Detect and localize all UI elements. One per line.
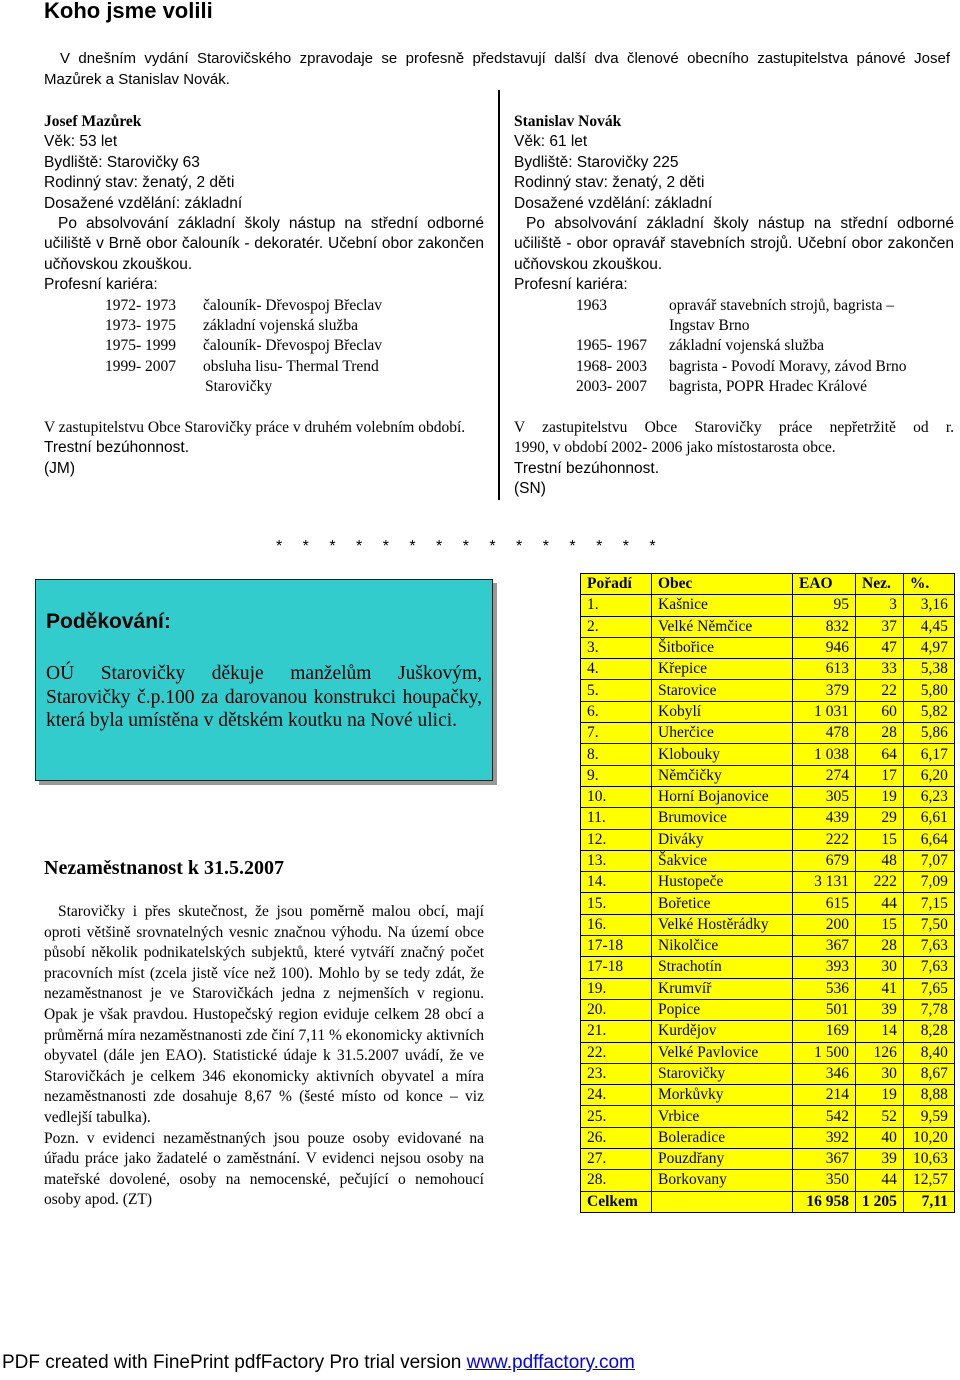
right-education: Dosažené vzdělání: základní	[514, 194, 713, 212]
cell-unemployed: 14	[856, 1021, 904, 1042]
cell-rank: 10.	[581, 786, 652, 807]
cell-unemployed: 30	[856, 1063, 904, 1084]
cell-unemployed: 17	[856, 765, 904, 786]
table-row	[581, 680, 955, 701]
cell-village: Šakvice	[652, 850, 793, 871]
table-header-row	[581, 574, 955, 595]
left-name: Josef Mazůrek	[44, 113, 142, 130]
cell-eao: 542	[793, 1106, 856, 1127]
cell-village: Pouzdřany	[652, 1149, 793, 1170]
left-education: Dosažené vzdělání: základní	[44, 194, 243, 212]
right-edu-detail-1: Po absolvování základní školy nástup na střední odborné učiliště - obor opravář stavebních strojů.	[514, 215, 954, 253]
cell-rank: 2.	[581, 616, 652, 637]
cell-eao: 379	[793, 680, 856, 701]
left-residence: Bydliště: Starovičky 63	[44, 153, 200, 171]
cell-rank: 25.	[581, 1106, 652, 1127]
right-residence: Bydliště: Starovičky 225	[514, 153, 679, 171]
right-age: Věk: 61 let	[514, 133, 588, 151]
cell-rank: 27.	[581, 1149, 652, 1170]
cell-rank: 1.	[581, 595, 652, 616]
cell-village: Velké Pavlovice	[652, 1042, 793, 1063]
cell-percent: 10,20	[903, 1127, 954, 1148]
table-row	[581, 936, 955, 957]
cell-unemployed: 222	[856, 872, 904, 893]
cell-percent: 6,61	[903, 808, 954, 829]
cell-village: Velké Hostěrádky	[652, 914, 793, 935]
cell-eao: 393	[793, 957, 856, 978]
cell-percent: 6,20	[903, 765, 954, 786]
cell-rank: 5.	[581, 680, 652, 701]
right-record: Trestní bezúhonnost.	[514, 459, 660, 477]
table-row	[581, 616, 955, 637]
cell-percent: 9,59	[903, 1106, 954, 1127]
cell-percent: 4,45	[903, 616, 954, 637]
cell-eao: 3 131	[793, 872, 856, 893]
cell-village: Klobouky	[652, 744, 793, 765]
total-percent: 7,11	[903, 1191, 954, 1212]
cell-eao: 615	[793, 893, 856, 914]
cell-eao: 501	[793, 999, 856, 1020]
career-row	[576, 336, 954, 356]
cell-eao: 346	[793, 1063, 856, 1084]
cell-rank: 15.	[581, 893, 652, 914]
cell-percent: 7,50	[903, 914, 954, 935]
left-profile	[44, 112, 484, 479]
cell-village: Uherčice	[652, 723, 793, 744]
cell-rank: 21.	[581, 1021, 652, 1042]
cell-percent: 8,40	[903, 1042, 954, 1063]
table-row	[581, 786, 955, 807]
table-row	[581, 872, 955, 893]
cell-rank: 17-18	[581, 936, 652, 957]
cell-percent: 8,67	[903, 1063, 954, 1084]
cell-rank: 14.	[581, 872, 652, 893]
cell-percent: 7,78	[903, 999, 954, 1020]
cell-percent: 8,28	[903, 1021, 954, 1042]
career-desc: čalouník- Dřevospoj Břeclav	[203, 296, 383, 314]
cell-rank: 17-18	[581, 957, 652, 978]
cell-percent: 6,23	[903, 786, 954, 807]
footer-link[interactable]: www.pdffactory.com	[466, 1352, 635, 1373]
table-total-row	[581, 1191, 955, 1212]
cell-rank: 28.	[581, 1170, 652, 1191]
cell-eao: 367	[793, 1149, 856, 1170]
cell-percent: 5,82	[903, 701, 954, 722]
table-body	[581, 595, 955, 1191]
table-row	[581, 701, 955, 722]
cell-percent: 7,63	[903, 957, 954, 978]
cell-rank: 8.	[581, 744, 652, 765]
table-row	[581, 595, 955, 616]
cell-percent: 7,63	[903, 936, 954, 957]
career-years: 1968- 2003	[576, 357, 648, 375]
table-row	[581, 744, 955, 765]
left-age: Věk: 53 let	[44, 133, 118, 151]
right-career-label: Profesní kariéra:	[514, 276, 628, 294]
total-village	[652, 1191, 793, 1212]
career-desc: základní vojenská služba	[669, 337, 824, 355]
unemployment-paragraph-1: Starovičky i přes skutečnost, že jsou poměrně malou obcí, mají oproti většině srovnatelných vesnic značnou výhodu. Na území obce působí několik podnikatelských subjektů, které vytváří značný počet pracovních míst (zcela jistě více než 100). Mohlo by se tedy zdát, že nezaměstnanost je ve Starovičkách jedna z nejmenších v regionu. Opak je však pravdou. Hustopečský region eviduje celkem 28 obcí a průměrná míra nezaměstnanosti zde činí 7,11 % ekonomicky aktivních obyvatel (dále jen EAO). Statistické údaje k 31.5.2007 uvádí, že ve Starovičkách je celkem 346 ekonomicky aktivních obyvatel a míra nezaměstnanosti zde dosahuje 8,67 % (šesté místo od konce – viz vedlejší tabulka).	[44, 903, 484, 1126]
cell-percent: 7,09	[903, 872, 954, 893]
cell-eao: 95	[793, 595, 856, 616]
cell-rank: 16.	[581, 914, 652, 935]
thanks-heading: Poděkování:	[46, 610, 171, 633]
career-desc: bagrista, POPR Hradec Králové	[669, 378, 868, 396]
cell-village: Šitbořice	[652, 637, 793, 658]
table-row	[581, 978, 955, 999]
cell-eao: 1 038	[793, 744, 856, 765]
career-desc: základní vojenská služba	[203, 317, 358, 335]
cell-unemployed: 39	[856, 1149, 904, 1170]
cell-unemployed: 126	[856, 1042, 904, 1063]
cell-percent: 12,57	[903, 1170, 954, 1191]
table-row	[581, 1021, 955, 1042]
cell-village: Křepice	[652, 659, 793, 680]
cell-unemployed: 44	[856, 1170, 904, 1191]
cell-eao: 214	[793, 1085, 856, 1106]
cell-eao: 478	[793, 723, 856, 744]
total-label: Celkem	[581, 1191, 652, 1212]
cell-unemployed: 19	[856, 1085, 904, 1106]
right-edu-detail	[514, 214, 954, 275]
cell-percent: 5,86	[903, 723, 954, 744]
table-row	[581, 850, 955, 871]
career-years: 1999- 2007	[105, 357, 177, 375]
right-author: (SN)	[514, 479, 546, 497]
cell-village: Bořetice	[652, 893, 793, 914]
cell-rank: 22.	[581, 1042, 652, 1063]
cell-eao: 1 500	[793, 1042, 856, 1063]
cell-unemployed: 28	[856, 723, 904, 744]
career-continuation: Starovičky	[205, 378, 273, 396]
cell-rank: 20.	[581, 999, 652, 1020]
cell-village: Kašnice	[652, 595, 793, 616]
cell-eao: 305	[793, 786, 856, 807]
table-row	[581, 1063, 955, 1084]
thanks-text: OÚ Starovičky děkuje manželům Juškovým, Starovičky č.p.100 za darovanou konstrukci houpačky, která byla umístěna v dětském koutku na Nové ulici.	[46, 663, 482, 731]
total-eao: 16 958	[793, 1191, 856, 1212]
right-name: Stanislav Novák	[514, 113, 622, 130]
cell-eao: 439	[793, 808, 856, 829]
cell-unemployed: 40	[856, 1127, 904, 1148]
left-edu-detail-1: Po absolvování základní školy nástup na střední odborné učiliště v Brně obor čalouník - dekoratér.	[44, 215, 484, 253]
career-years	[576, 316, 669, 336]
cell-percent: 3,16	[903, 595, 954, 616]
cell-village: Morkůvky	[652, 1085, 793, 1106]
cell-village: Brumovice	[652, 808, 793, 829]
career-years: 1972- 1973	[105, 296, 177, 314]
cell-rank: 12.	[581, 829, 652, 850]
cell-village: Kobylí	[652, 701, 793, 722]
cell-percent: 7,07	[903, 850, 954, 871]
cell-percent: 7,15	[903, 893, 954, 914]
cell-eao: 946	[793, 637, 856, 658]
cell-unemployed: 44	[856, 893, 904, 914]
table-row	[581, 1085, 955, 1106]
career-years: 2003- 2007	[576, 378, 648, 396]
career-years: 1963	[576, 296, 607, 314]
table-row	[581, 808, 955, 829]
cell-unemployed: 3	[856, 595, 904, 616]
career-row	[105, 357, 484, 377]
right-career-list	[514, 296, 954, 398]
career-row	[105, 316, 484, 336]
career-desc: bagrista - Povodí Moravy, závod Brno	[669, 357, 907, 375]
cell-unemployed: 37	[856, 616, 904, 637]
col-header-unemployed: Nez.	[856, 574, 904, 595]
cell-unemployed: 64	[856, 744, 904, 765]
cell-village: Strachotín	[652, 957, 793, 978]
cell-percent: 6,17	[903, 744, 954, 765]
cell-eao: 367	[793, 936, 856, 957]
cell-eao: 536	[793, 978, 856, 999]
career-desc: čalouník- Dřevospoj Břeclav	[203, 337, 383, 355]
column-divider	[498, 90, 500, 500]
thanks-box	[35, 579, 493, 781]
table-row	[581, 765, 955, 786]
career-desc: Ingstav Brno	[669, 317, 750, 335]
career-row	[576, 316, 954, 336]
left-author: (JM)	[44, 459, 75, 477]
table-row	[581, 893, 955, 914]
left-career-label: Profesní kariéra:	[44, 276, 158, 294]
unemployment-article	[44, 902, 484, 1211]
cell-eao: 222	[793, 829, 856, 850]
table-row	[581, 1106, 955, 1127]
career-row	[576, 296, 954, 316]
career-desc: opravář stavebních strojů, bagrista –	[669, 296, 895, 314]
table-row	[581, 723, 955, 744]
right-profile	[514, 112, 954, 499]
cell-percent: 5,80	[903, 680, 954, 701]
cell-unemployed: 29	[856, 808, 904, 829]
table-row	[581, 1170, 955, 1191]
cell-eao: 613	[793, 659, 856, 680]
cell-unemployed: 19	[856, 786, 904, 807]
cell-eao: 832	[793, 616, 856, 637]
left-record: Trestní bezúhonnost.	[44, 439, 190, 457]
cell-percent: 5,38	[903, 659, 954, 680]
cell-eao: 679	[793, 850, 856, 871]
cell-village: Popice	[652, 999, 793, 1020]
col-header-village: Obec	[652, 574, 793, 595]
left-edu-detail-2: Učební obor zakončen učňovskou zkouškou.	[44, 235, 484, 273]
career-years: 1965- 1967	[576, 337, 648, 355]
cell-eao: 1 031	[793, 701, 856, 722]
cell-village: Diváky	[652, 829, 793, 850]
cell-village: Vrbice	[652, 1106, 793, 1127]
table-row	[581, 914, 955, 935]
pdf-footer	[2, 1352, 635, 1374]
cell-unemployed: 39	[856, 999, 904, 1020]
cell-village: Nikolčice	[652, 936, 793, 957]
unemployment-paragraph-2: Pozn. v evidenci nezaměstnaných jsou pouze osoby evidované na úřadu práce jako žadatelé o zaměstnání. V evidenci nejsou osoby na mateřské dovolené, osoby na nemocenské, pečující o nemohoucí osoby apod. (ZT)	[44, 1129, 484, 1209]
cell-percent: 8,88	[903, 1085, 954, 1106]
cell-rank: 6.	[581, 701, 652, 722]
page-title: Koho jsme volili	[44, 0, 213, 23]
cell-unemployed: 48	[856, 850, 904, 871]
cell-unemployed: 30	[856, 957, 904, 978]
table-row	[581, 957, 955, 978]
left-edu-detail	[44, 214, 484, 275]
total-unemployed: 1 205	[856, 1191, 904, 1212]
cell-rank: 24.	[581, 1085, 652, 1106]
cell-village: Horní Bojanovice	[652, 786, 793, 807]
cell-rank: 19.	[581, 978, 652, 999]
right-council-2: 1990, v období 2002- 2006 jako místostarosta obce.	[514, 439, 836, 457]
cell-village: Hustopeče	[652, 872, 793, 893]
table-row	[581, 829, 955, 850]
cell-unemployed: 28	[856, 936, 904, 957]
career-row	[105, 296, 484, 316]
table-row	[581, 1127, 955, 1148]
table-row	[581, 999, 955, 1020]
cell-eao: 392	[793, 1127, 856, 1148]
cell-village: Borkovany	[652, 1170, 793, 1191]
cell-eao: 169	[793, 1021, 856, 1042]
cell-rank: 13.	[581, 850, 652, 871]
right-council-1: V zastupitelstvu Obce Starovičky práce nepřetržitě od r.	[514, 418, 954, 436]
cell-unemployed: 33	[856, 659, 904, 680]
cell-village: Boleradice	[652, 1127, 793, 1148]
cell-rank: 4.	[581, 659, 652, 680]
cell-rank: 9.	[581, 765, 652, 786]
cell-unemployed: 60	[856, 701, 904, 722]
career-desc: obsluha lisu- Thermal Trend	[203, 357, 379, 375]
left-family: Rodinný stav: ženatý, 2 děti	[44, 174, 235, 192]
cell-village: Krumvíř	[652, 978, 793, 999]
cell-unemployed: 22	[856, 680, 904, 701]
cell-percent: 6,64	[903, 829, 954, 850]
cell-village: Kurdějov	[652, 1021, 793, 1042]
section-separator: * * * * * * * * * * * * * * *	[276, 538, 656, 555]
career-row	[105, 336, 484, 356]
cell-rank: 23.	[581, 1063, 652, 1084]
cell-unemployed: 52	[856, 1106, 904, 1127]
left-council: V zastupitelstvu Obce Starovičky práce v druhém volebním období.	[44, 418, 466, 436]
table-row	[581, 659, 955, 680]
career-row	[576, 377, 954, 397]
cell-village: Starovičky	[652, 1063, 793, 1084]
cell-eao: 200	[793, 914, 856, 935]
right-family: Rodinný stav: ženatý, 2 děti	[514, 174, 705, 192]
cell-rank: 11.	[581, 808, 652, 829]
footer-text: PDF created with FinePrint pdfFactory Pro trial version	[2, 1352, 467, 1373]
cell-eao: 274	[793, 765, 856, 786]
unemployment-table	[580, 573, 955, 1213]
cell-rank: 26.	[581, 1127, 652, 1148]
table-row	[581, 1042, 955, 1063]
unemployment-heading: Nezaměstnanost k 31.5.2007	[44, 857, 284, 879]
cell-village: Velké Němčice	[652, 616, 793, 637]
intro-paragraph: V dnešním vydání Starovičského zpravodaje se profesně představují další dva členové obecního zastupitelstva pánové Josef Mazůrek a Stanislav Novák.	[44, 50, 950, 88]
right-edu-detail-2: Učební obor zakončen učňovskou zkouškou.	[514, 235, 954, 273]
cell-percent: 10,63	[903, 1149, 954, 1170]
cell-percent: 4,97	[903, 637, 954, 658]
table-row	[581, 637, 955, 658]
cell-unemployed: 47	[856, 637, 904, 658]
cell-percent: 7,65	[903, 978, 954, 999]
cell-village: Němčičky	[652, 765, 793, 786]
cell-village: Starovice	[652, 680, 793, 701]
cell-unemployed: 15	[856, 914, 904, 935]
col-header-rank: Pořadí	[581, 574, 652, 595]
career-years: 1975- 1999	[105, 337, 177, 355]
cell-eao: 350	[793, 1170, 856, 1191]
cell-rank: 7.	[581, 723, 652, 744]
col-header-eao: EAO	[793, 574, 856, 595]
table-row	[581, 1149, 955, 1170]
col-header-percent: %.	[903, 574, 954, 595]
cell-unemployed: 41	[856, 978, 904, 999]
career-years: 1973- 1975	[105, 317, 177, 335]
left-career-list	[44, 296, 484, 398]
cell-rank: 3.	[581, 637, 652, 658]
cell-unemployed: 15	[856, 829, 904, 850]
career-row	[576, 357, 954, 377]
